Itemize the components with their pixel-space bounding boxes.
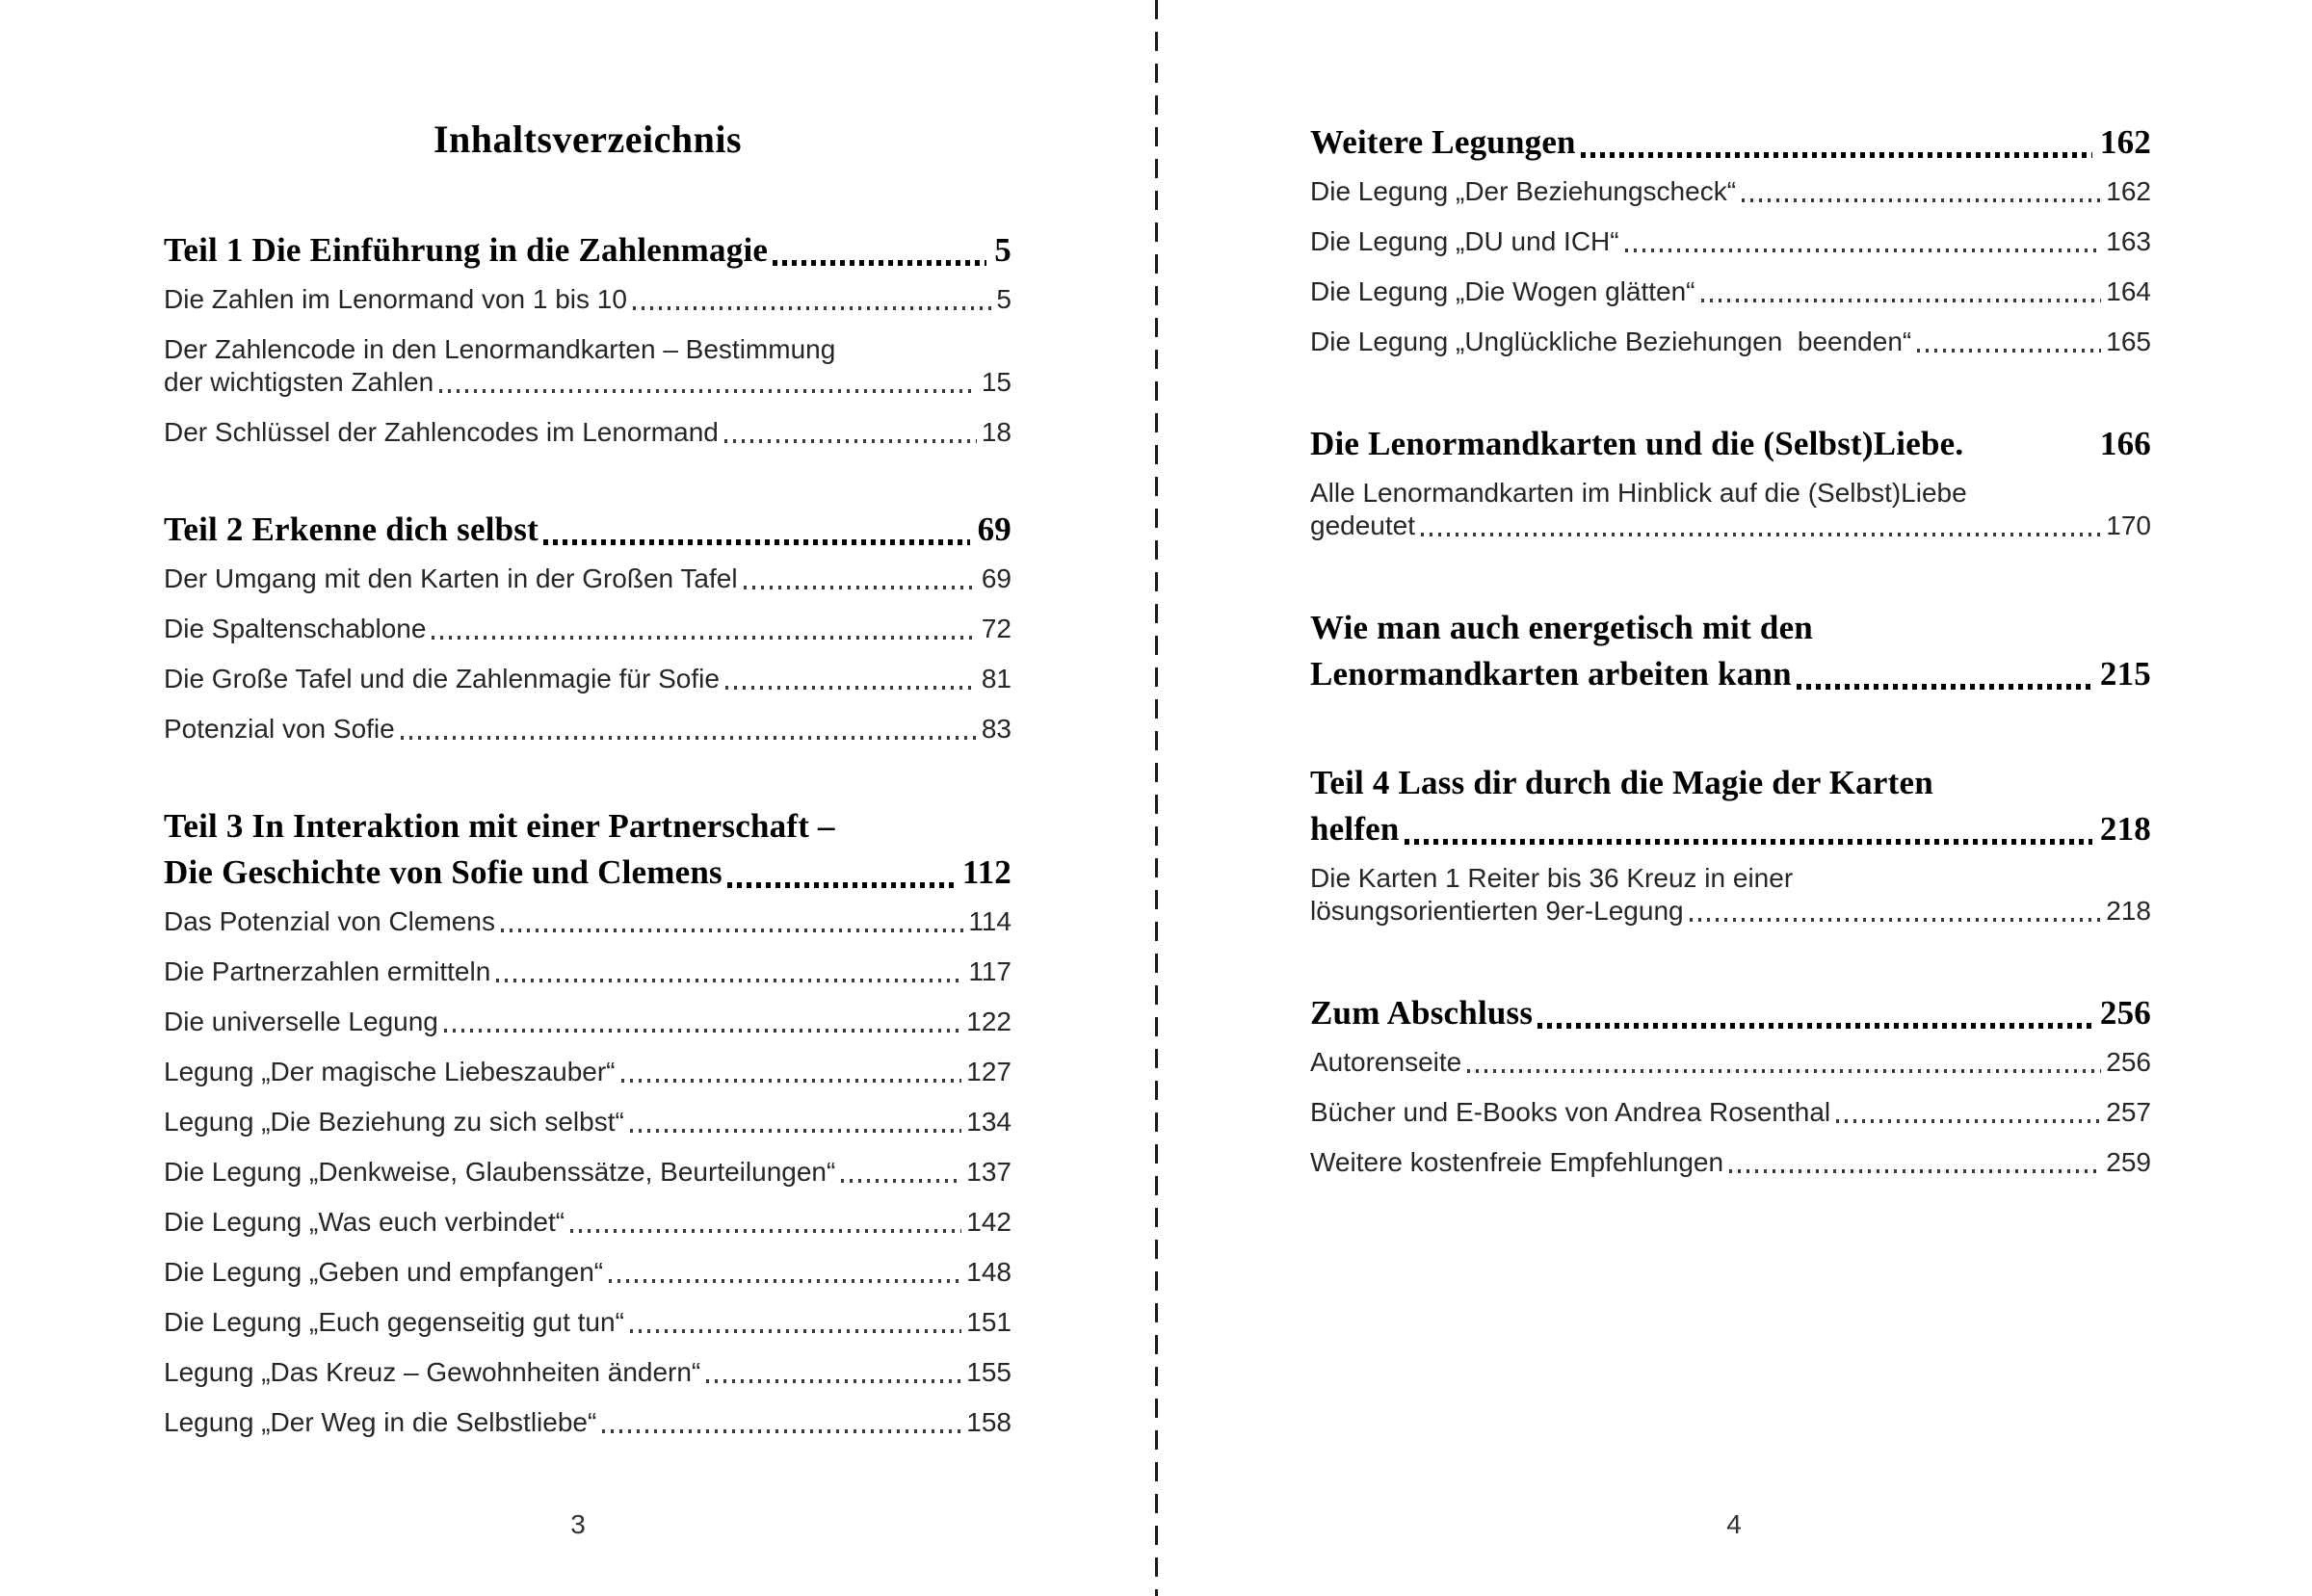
toc-entry — [164, 1256, 1012, 1289]
toc-heading-page-number: 162 — [2099, 123, 2151, 161]
dot-leader — [609, 1279, 961, 1283]
dot-leader — [630, 1329, 961, 1333]
toc-entry-text: Potenzial von Sofie — [164, 714, 395, 744]
dot-leader — [633, 306, 991, 310]
toc-heading — [1310, 605, 2151, 697]
toc-entry — [1310, 1046, 2151, 1079]
toc-entry-last-line — [164, 1406, 1012, 1439]
toc-entry — [164, 955, 1012, 988]
toc-section — [164, 803, 1012, 1439]
dot-leader — [439, 389, 977, 393]
toc-entry-last-line — [164, 1356, 1012, 1389]
toc-entry-page-number: 170 — [2106, 510, 2151, 540]
toc-entry-last-line — [164, 613, 1012, 645]
toc-entry-page-number: 256 — [2106, 1047, 2151, 1077]
toc-entry — [164, 1206, 1012, 1239]
toc-heading — [1310, 421, 2151, 467]
toc-entry-last-line — [1310, 175, 2151, 208]
toc-heading-text: Lenormandkarten arbeiten kann — [1310, 655, 1792, 693]
page-number-left: 3 — [570, 1509, 586, 1539]
toc-heading-text: Teil 1 Die Einführung in die Zahlenmagie — [164, 231, 769, 269]
toc-entry-text: Die Spaltenschablone — [164, 614, 427, 643]
toc-entry-last-line — [164, 1106, 1012, 1138]
toc-entry-text: Die Legung „Denkweise, Glaubenssätze, Beurteilungen“ — [164, 1157, 836, 1187]
dot-leader — [1742, 198, 2101, 202]
toc-entry-page-number: 69 — [981, 563, 1012, 593]
toc-entry-page-number: 127 — [966, 1057, 1012, 1086]
toc-entry-page-number: 18 — [981, 417, 1012, 447]
toc-entry-text: Die universelle Legung — [164, 1007, 438, 1036]
toc-heading-last-line — [164, 850, 1012, 896]
toc-entry — [1310, 1096, 2151, 1129]
toc-heading-text: Zum Abschluss — [1310, 994, 1534, 1032]
toc-entry-page-number: 151 — [966, 1307, 1012, 1337]
dot-leader — [1421, 533, 2101, 536]
toc-entry-last-line — [1310, 895, 2151, 928]
toc-entry-last-line — [164, 1306, 1012, 1339]
toc-entry-text: Legung „Die Beziehung zu sich selbst“ — [164, 1107, 624, 1137]
toc-entry-page-number: 117 — [968, 956, 1012, 986]
toc-entry-text: Bücher und E-Books von Andrea Rosenthal — [1310, 1097, 1831, 1127]
toc-entry — [1310, 477, 2151, 542]
toc-entry-page-number: 163 — [2106, 226, 2151, 256]
toc-entry — [1310, 326, 2151, 358]
toc-heading-last-line — [1310, 990, 2151, 1036]
toc-entry-page-number: 259 — [2106, 1147, 2151, 1177]
toc-heading — [1310, 119, 2151, 166]
dot-leader — [1701, 299, 2102, 302]
toc-entry — [164, 1156, 1012, 1189]
toc-entry-text: Die Legung „DU und ICH“ — [1310, 226, 1619, 256]
toc-entry — [1310, 1146, 2151, 1179]
dot-leader — [432, 636, 976, 640]
toc-entry — [164, 713, 1012, 746]
dot-leader — [773, 260, 986, 266]
toc-entry-text: Die Legung „Geben und empfangen“ — [164, 1257, 604, 1287]
toc-entry-text: Die Zahlen im Lenormand von 1 bis 10 — [164, 284, 627, 314]
toc-heading-text-line: Wie man auch energetisch mit den — [1310, 609, 1813, 646]
toc-entry — [164, 416, 1012, 449]
toc-heading-text: Teil 2 Erkenne dich selbst — [164, 510, 539, 548]
toc-entry-page-number: 257 — [2106, 1097, 2151, 1127]
toc-section — [1310, 990, 2151, 1179]
toc-heading — [1310, 760, 2151, 852]
toc-left-sections — [164, 227, 1012, 1439]
toc-section — [1310, 605, 2151, 697]
toc-entry-text: Weitere kostenfreie Empfehlungen — [1310, 1147, 1724, 1177]
toc-entry-last-line — [164, 1256, 1012, 1289]
toc-entry-page-number: 72 — [981, 614, 1012, 643]
toc-entry-page-number: 158 — [966, 1407, 1012, 1437]
toc-entry-last-line — [164, 663, 1012, 695]
dot-leader — [727, 882, 955, 888]
toc-section — [164, 227, 1012, 449]
toc-entry-text: Die Legung „Unglückliche Beziehungen beenden“ — [1310, 327, 1912, 356]
dot-leader — [602, 1429, 961, 1433]
toc-entry-text: Der Schlüssel der Zahlencodes im Lenormand — [164, 417, 719, 447]
dot-leader — [1797, 684, 2092, 690]
dot-leader — [444, 1029, 961, 1033]
toc-entry — [164, 613, 1012, 645]
dot-leader — [1968, 454, 2092, 459]
toc-section — [1310, 421, 2151, 542]
toc-entry-page-number: 81 — [981, 664, 1012, 693]
dot-leader — [1625, 249, 2102, 252]
dot-leader — [1537, 1023, 2092, 1029]
toc-section — [164, 507, 1012, 746]
toc-entry — [164, 905, 1012, 938]
toc-entry — [164, 1056, 1012, 1088]
dot-leader — [744, 586, 977, 589]
toc-entry-text-line: Der Zahlencode in den Lenormandkarten – Bestimmung — [164, 334, 836, 364]
dot-leader — [1917, 349, 2101, 353]
toc-entry-page-number: 114 — [968, 906, 1012, 936]
toc-entry-text: Die Große Tafel und die Zahlenmagie für Sofie — [164, 664, 720, 693]
toc-entry-text: Die Legung „Was euch verbindet“ — [164, 1207, 565, 1237]
toc-heading-page-number: 5 — [994, 231, 1012, 269]
toc-entry-text: Das Potenzial von Clemens — [164, 906, 495, 936]
toc-entry-text: der wichtigsten Zahlen — [164, 367, 434, 397]
toc-entry-page-number: 5 — [996, 284, 1012, 314]
toc-entry-page-number: 148 — [966, 1257, 1012, 1287]
dot-leader — [1836, 1119, 2101, 1123]
toc-entry — [164, 1406, 1012, 1439]
toc-heading — [164, 507, 1012, 553]
toc-heading-last-line — [1310, 421, 2151, 467]
toc-entry-page-number: 165 — [2106, 327, 2151, 356]
toc-entry-page-number: 134 — [966, 1107, 1012, 1137]
toc-entry — [164, 1006, 1012, 1038]
toc-entry-page-number: 15 — [981, 367, 1012, 397]
toc-entry — [1310, 862, 2151, 928]
dot-leader — [1405, 839, 2092, 845]
toc-entry-text: lösungsorientierten 9er-Legung — [1310, 896, 1684, 926]
toc-entry-text: Legung „Das Kreuz – Gewohnheiten ändern“ — [164, 1357, 701, 1387]
toc-entry-page-number: 122 — [966, 1007, 1012, 1036]
toc-entry-last-line — [164, 955, 1012, 988]
dot-leader — [841, 1179, 961, 1183]
toc-entry-text: Legung „Der magische Liebeszauber“ — [164, 1057, 616, 1086]
toc-heading-last-line — [1310, 119, 2151, 166]
toc-heading-text-line: Teil 3 In Interaktion mit einer Partnerschaft – — [164, 807, 835, 845]
toc-entry — [164, 663, 1012, 695]
toc-entry-text-line: Alle Lenormandkarten im Hinblick auf die (Selbst)Liebe — [1310, 478, 1967, 508]
dot-leader — [725, 686, 977, 690]
toc-entry-last-line — [164, 713, 1012, 746]
toc-heading-page-number: 112 — [961, 853, 1012, 891]
toc-entry-last-line — [164, 1206, 1012, 1239]
toc-right-page — [1156, 0, 2312, 1596]
toc-entry-page-number: 137 — [966, 1157, 1012, 1187]
toc-entry-last-line — [1310, 225, 2151, 258]
dot-leader — [496, 979, 963, 982]
toc-entry-last-line — [164, 283, 1012, 316]
toc-entry-last-line — [164, 1156, 1012, 1189]
toc-heading-page-number: 166 — [2099, 425, 2151, 462]
page-number-right: 4 — [1726, 1509, 1742, 1539]
toc-title: Inhaltsverzeichnis — [433, 118, 743, 161]
toc-entry — [1310, 275, 2151, 308]
toc-entry — [1310, 225, 2151, 258]
dot-leader — [706, 1379, 961, 1383]
toc-heading-last-line — [164, 227, 1012, 274]
toc-entry-text-line: Die Karten 1 Reiter bis 36 Kreuz in einer — [1310, 863, 1794, 893]
toc-heading-text: Die Geschichte von Sofie und Clemens — [164, 853, 722, 891]
dot-leader — [1467, 1069, 2101, 1073]
toc-entry-page-number: 162 — [2106, 176, 2151, 206]
dot-leader — [501, 929, 963, 932]
toc-heading-page-number: 215 — [2099, 655, 2151, 693]
toc-entry-last-line — [1310, 275, 2151, 308]
toc-heading-page-number: 256 — [2099, 994, 2151, 1032]
dot-leader — [401, 736, 977, 740]
toc-heading-text-line: Teil 4 Lass dir durch die Magie der Karten — [1310, 764, 1933, 801]
toc-heading-last-line — [164, 507, 1012, 553]
dot-leader — [1581, 152, 2092, 158]
toc-entry — [164, 563, 1012, 595]
toc-entry-last-line — [164, 563, 1012, 595]
toc-heading-last-line — [1310, 806, 2151, 852]
toc-entry-text: Der Umgang mit den Karten in der Großen Tafel — [164, 563, 738, 593]
toc-entry-text: gedeutet — [1310, 510, 1415, 540]
toc-entry-text: Legung „Der Weg in die Selbstliebe“ — [164, 1407, 597, 1437]
toc-entry-last-line — [164, 1006, 1012, 1038]
dot-leader — [630, 1129, 961, 1133]
toc-entry-text: Die Legung „Euch gegenseitig gut tun“ — [164, 1307, 624, 1337]
toc-entry-last-line — [1310, 1096, 2151, 1129]
toc-entry-last-line — [1310, 326, 2151, 358]
toc-entry-last-line — [164, 366, 1012, 399]
toc-entry-text: Die Legung „Der Beziehungscheck“ — [1310, 176, 1737, 206]
toc-heading-last-line — [1310, 651, 2151, 697]
toc-entry-page-number: 155 — [966, 1357, 1012, 1387]
dot-leader — [724, 439, 977, 443]
toc-heading-page-number: 218 — [2099, 810, 2151, 848]
toc-heading — [1310, 990, 2151, 1036]
toc-entry-text: Autorenseite — [1310, 1047, 1462, 1077]
toc-section — [1310, 119, 2151, 358]
toc-entry — [164, 1106, 1012, 1138]
toc-entry-page-number: 218 — [2106, 896, 2151, 926]
toc-heading-text: Weitere Legungen — [1310, 123, 1576, 161]
toc-entry-last-line — [164, 905, 1012, 938]
toc-entry — [164, 1306, 1012, 1339]
toc-heading — [164, 227, 1012, 274]
dot-leader — [543, 539, 970, 545]
toc-heading — [164, 803, 1012, 896]
toc-entry — [164, 1356, 1012, 1389]
dot-leader — [570, 1229, 961, 1233]
dot-leader — [621, 1079, 962, 1083]
toc-heading-text: helfen — [1310, 810, 1400, 848]
toc-entry-page-number: 164 — [2106, 276, 2151, 306]
toc-entry — [164, 333, 1012, 399]
toc-entry-last-line — [164, 1056, 1012, 1088]
toc-entry-last-line — [1310, 510, 2151, 542]
toc-entry-last-line — [164, 416, 1012, 449]
toc-heading-page-number: 69 — [977, 510, 1012, 548]
toc-entry-text: Die Legung „Die Wogen glätten“ — [1310, 276, 1695, 306]
toc-entry-page-number: 83 — [981, 714, 1012, 744]
toc-entry — [1310, 175, 2151, 208]
toc-entry-last-line — [1310, 1146, 2151, 1179]
toc-right-sections — [1310, 119, 2151, 1179]
dot-leader — [1690, 918, 2102, 922]
toc-entry-last-line — [1310, 1046, 2151, 1079]
toc-entry-page-number: 142 — [966, 1207, 1012, 1237]
toc-entry-text: Die Partnerzahlen ermitteln — [164, 956, 491, 986]
dot-leader — [1729, 1169, 2101, 1173]
toc-section — [1310, 760, 2151, 928]
toc-entry — [164, 283, 1012, 316]
toc-heading-text: Die Lenormandkarten und die (Selbst)Liebe. — [1310, 425, 1964, 462]
